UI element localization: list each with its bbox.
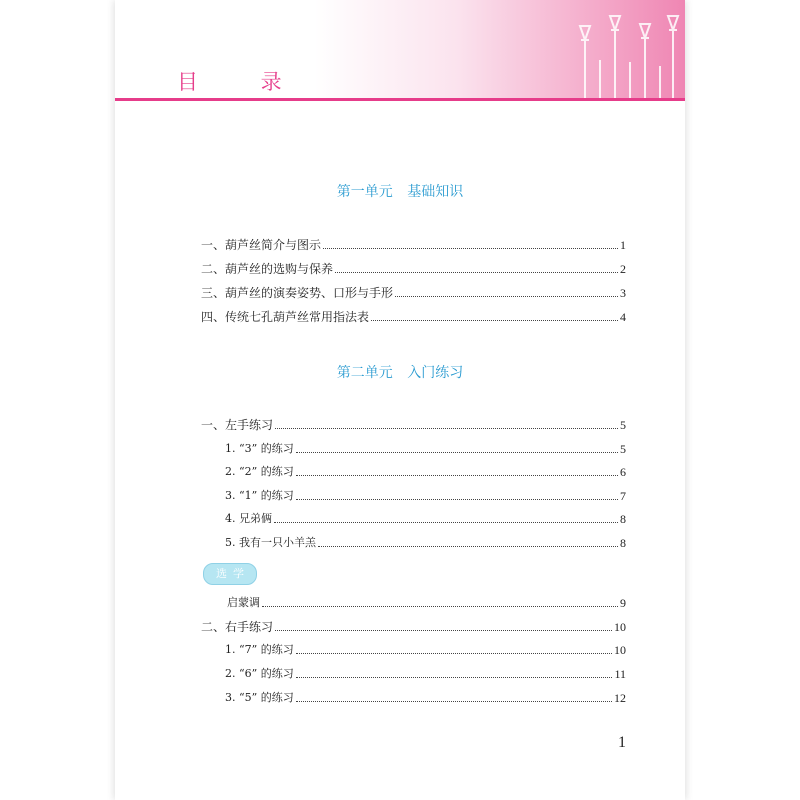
unit-2-title: 第二单元 入门练习 — [336, 365, 464, 381]
leader-dots — [296, 451, 618, 453]
unit-1-title: 第一单元 基础知识 — [336, 184, 464, 200]
toc-subentry[interactable] — [225, 689, 626, 705]
optional-badge: 选学 — [203, 563, 257, 585]
toc-entry-label: 二、右手练习 — [201, 620, 274, 634]
leader-dots — [318, 545, 618, 547]
leader-dots — [296, 700, 612, 702]
toc-subentry[interactable] — [225, 665, 626, 681]
flute-pipes-decoration — [545, 0, 685, 98]
toc-entry[interactable] — [201, 618, 626, 634]
leader-dots — [275, 427, 618, 429]
toc-entry-page: 9 — [620, 596, 626, 610]
toc-entry-label: 一、葫芦丝简介与图示 — [201, 238, 322, 252]
toc-entry-label: 四、传统七孔葫芦丝常用指法表 — [201, 310, 370, 324]
toc-entry-label: 2. “6” 的练习 — [225, 667, 294, 680]
toc-subentry[interactable] — [227, 594, 626, 610]
leader-dots — [296, 474, 618, 476]
toc-entry-page: 12 — [614, 691, 626, 705]
toc-entry[interactable] — [201, 260, 626, 276]
page-number: 1 — [618, 734, 626, 751]
toc-entry-page: 8 — [620, 536, 626, 550]
leader-dots — [262, 605, 618, 607]
toc-entry-label: 3. “5” 的练习 — [225, 691, 294, 704]
document-page — [115, 0, 685, 800]
toc-entry-page: 11 — [614, 667, 626, 681]
toc-entry-label: 启蒙调 — [227, 596, 260, 609]
toc-entry[interactable] — [201, 284, 626, 300]
toc-entry-label: 3. “1” 的练习 — [225, 489, 294, 502]
toc-subentry[interactable] — [225, 440, 626, 456]
toc-entry-page: 7 — [620, 489, 626, 503]
toc-entry-page: 8 — [620, 512, 626, 526]
toc-entry[interactable] — [201, 416, 626, 432]
toc-subentry[interactable] — [225, 534, 626, 550]
toc-subentry[interactable] — [225, 510, 626, 526]
toc-entry-page: 6 — [620, 465, 626, 479]
toc-entry-label: 2. “2” 的练习 — [225, 465, 294, 478]
leader-dots — [274, 521, 618, 523]
toc-entry-page: 3 — [620, 286, 626, 300]
toc-entry-label: 4. 兄弟俩 — [225, 512, 272, 525]
toc-entry-page: 2 — [620, 262, 626, 276]
toc-entry-label: 一、左手练习 — [201, 418, 274, 432]
leader-dots — [371, 319, 618, 321]
toc-subentry[interactable] — [225, 463, 626, 479]
toc-entry-page: 10 — [614, 620, 626, 634]
toc-entry-page: 5 — [620, 418, 626, 432]
toc-entry-page: 1 — [620, 238, 626, 252]
toc-entry[interactable] — [201, 236, 626, 252]
toc-subentry[interactable] — [225, 641, 626, 657]
leader-dots — [275, 629, 612, 631]
page-title: 目 录 — [177, 70, 310, 94]
leader-dots — [323, 247, 618, 249]
toc-entry-page: 10 — [614, 643, 626, 657]
leader-dots — [296, 676, 613, 678]
toc-subentry[interactable] — [225, 487, 626, 503]
leader-dots — [395, 295, 618, 297]
toc-entry-page: 4 — [620, 310, 626, 324]
toc-entry-label: 1. “7” 的练习 — [225, 643, 294, 656]
leader-dots — [335, 271, 618, 273]
toc-entry-page: 5 — [620, 442, 626, 456]
toc-entry[interactable] — [201, 308, 626, 324]
leader-dots — [296, 498, 618, 500]
leader-dots — [296, 652, 612, 654]
toc-entry-label: 三、葫芦丝的演奏姿势、口形与手形 — [201, 286, 394, 300]
toc-entry-label: 5. 我有一只小羊羔 — [225, 536, 316, 549]
header-rule — [115, 98, 685, 101]
toc-entry-label: 二、葫芦丝的选购与保养 — [201, 262, 334, 276]
toc-entry-label: 1. “3” 的练习 — [225, 442, 294, 455]
